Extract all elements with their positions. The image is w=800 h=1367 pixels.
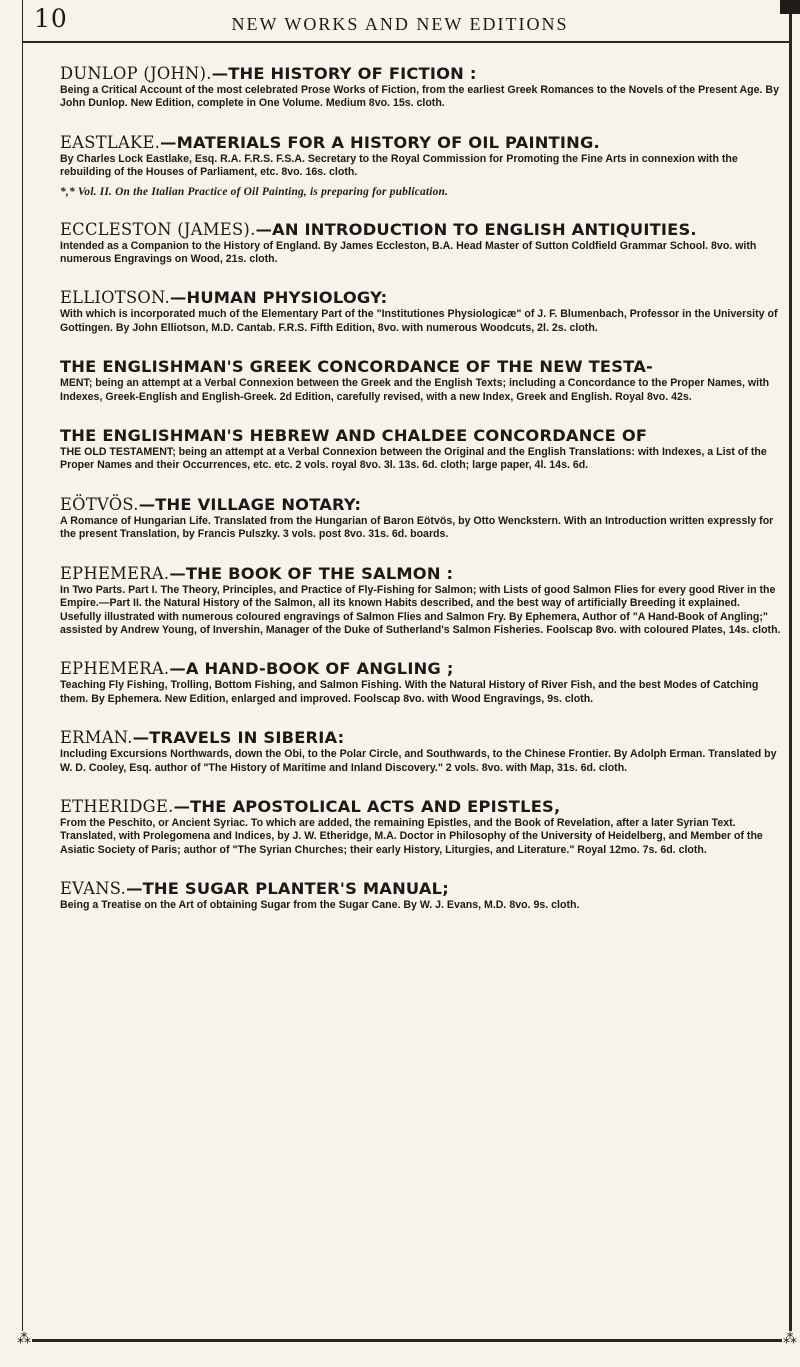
entry-title: —THE VILLAGE NOTARY: (138, 494, 362, 514)
entry-note: *,* Vol. II. On the Italian Practice of Oil Painting, is preparing for publication. (60, 185, 449, 198)
entry-description: Including Excursions Northwards, down the Obi, to the Polar Circle, and Southwards, to the Chinese Frontier. By Adolph Erman. Translated by W. D. Cooley, Esq. author of "The History of Maritime and Inland Discovery." 2 vols. 8vo. with Map, 31s. 6d. cloth. (60, 748, 777, 774)
entry-heading (60, 797, 782, 816)
catalogue-entry (60, 495, 782, 542)
entry-heading (60, 659, 782, 678)
catalogue-entry (60, 797, 782, 857)
running-head: NEW WORKS AND NEW EDITIONS (231, 14, 569, 34)
entry-description: THE OLD TESTAMENT; being an attempt at a Verbal Connexion between the Original and the English Translations: with Indexes, a List of the Proper Names and their Occurrences, etc. etc. 2 vols. royal 8vo. 3l. 13s. 6d. cloth; large paper, 4l. 14s. 6d. (60, 446, 767, 472)
catalogue-entry (60, 357, 782, 404)
catalogue-entry (60, 728, 782, 775)
entry-heading (60, 495, 782, 514)
entry-title: —THE BOOK OF THE SALMON : (169, 563, 454, 583)
entry-title: —THE HISTORY OF FICTION : (211, 64, 477, 83)
entry-author: EPHEMERA. (60, 563, 170, 583)
entry-title: —MATERIALS FOR A HISTORY OF OIL PAINTING. (160, 132, 600, 152)
entry-title: THE ENGLISHMAN'S GREEK CONCORDANCE OF THE NEW TESTA- (60, 357, 653, 377)
entry-description: Intended as a Companion to the History of England. By James Eccleston, B.A. Head Master of Sutton Coldfield Grammar School. 8vo. with numerous Engravings on Wood, 21s. cloth. (60, 239, 757, 266)
entry-author: ERMAN. (60, 728, 133, 748)
page-number: 10 (34, 4, 68, 33)
entry-author: ECCLESTON (JAMES). (60, 219, 256, 239)
entry-title: —THE SUGAR PLANTER'S MANUAL; (126, 879, 449, 899)
entry-description: MENT; being an attempt at a Verbal Connexion between the Greek and the English Texts; including a Concordance to the Proper Names, with Indexes, Greek-English and English-Greek. 2d Edition, carefully revised, with a new Index, Greek and English. Royal 8vo. 42s. (60, 377, 770, 403)
header-rule (22, 41, 792, 43)
entry-heading (60, 879, 782, 898)
entry-description: With which is incorporated much of the Elementary Part of the "Institutiones Physiologicæ" of J. F. Blumenbach, Professor in the University of Gottingen. By John Elliotson, M.D. Cantab. F.R.S. Fifth Edition, 8vo. with numerous Woodcuts, 2l. 2s. cloth. (60, 308, 778, 334)
entry-heading (60, 288, 782, 307)
catalogue-entry (60, 288, 782, 335)
entry-description: From the Peschito, or Ancient Syriac. To which are added, the remaining Epistles, and the Book of Revelation, after a later Syrian Text. Translated, with Prolegomena and Indices, by J. W. Etheridge, M.A. Doctor in Philosophy of the University of Heidelberg, and Member of the Asiatic Society of Paris; author of "The Syrian Churches; their early History, Liturgies, and Literature." Royal 12mo. 7s. 6d. cloth. (60, 816, 763, 856)
footer-ornament-left-icon: ⁂ (17, 1331, 31, 1347)
entry-title: —AN INTRODUCTION TO ENGLISH ANTIQUITIES. (255, 219, 697, 239)
entry-description: In Two Parts. Part I. The Theory, Principles, and Practice of Fly-Fishing for Salmon; with Lists of good Salmon Flies for every good River in the Empire.—Part II. the Natural History of the Salmon, all its known Habits described, and the best way of artificially Breeding it explained. Usefully illustrated with numerous coloured engravings of Salmon Flies and Salmon Fry. By Ephemera, Author of "A Hand-Book of Angling;" assisted by Andrew Young, of Invershin, Manager of the Duke of Sutherland's Salmon Fisheries. Foolscap 8vo. with coloured Plates, 14s. cloth. (60, 583, 781, 636)
entry-description: By Charles Lock Eastlake, Esq. R.A. F.R.S. F.S.A. Secretary to the Royal Commission for Promoting the Fine Arts in connexion with the rebuilding of the Houses of Parliament, etc. 8vo. 16s. cloth. (60, 152, 738, 179)
entry-description: Being a Treatise on the Art of obtaining Sugar from the Sugar Cane. By W. J. Evans, M.D. 8vo. 9s. cloth. (60, 899, 580, 912)
entry-title: —A HAND-BOOK OF ANGLING ; (169, 659, 454, 679)
entry-heading (60, 64, 782, 83)
catalogue-entry (60, 133, 782, 198)
entry-title: —THE APOSTOLICAL ACTS AND EPISTLES, (173, 796, 561, 816)
entry-heading (60, 357, 782, 376)
catalogue-entry (60, 220, 782, 267)
entry-author: EPHEMERA. (60, 659, 170, 679)
entry-title: —HUMAN PHYSIOLOGY: (170, 288, 388, 308)
entry-author: EASTLAKE. (60, 132, 161, 152)
entry-author: EÖTVÖS. (60, 494, 139, 514)
entry-title: —TRAVELS IN SIBERIA: (132, 728, 345, 748)
entry-heading (60, 426, 782, 445)
left-margin-rule (22, 0, 23, 1340)
entry-heading (60, 564, 782, 583)
catalogue-entry (60, 659, 782, 706)
entry-heading (60, 220, 782, 239)
entry-description: Teaching Fly Fishing, Trolling, Bottom Fishing, and Salmon Fishing. With the Natural History of River Fish, and the best Modes of Catching them. By Ephemera. New Edition, enlarged and improved. Foolscap 8vo. with Wood Engravings, 9s. cloth. (60, 679, 759, 705)
entry-heading (60, 133, 782, 152)
entry-title: THE ENGLISHMAN'S HEBREW AND CHALDEE CONCORDANCE OF (60, 426, 648, 446)
entry-description: A Romance of Hungarian Life. Translated from the Hungarian of Baron Eötvös, by Otto Wenckstern. With an Introduction written expressly for the present Translation, by Francis Pulszky. 3 vols. post 8vo. 31s. 6d. boards. (60, 514, 774, 541)
footer-ornament-right-icon: ⁂ (783, 1331, 797, 1347)
entry-description: Being a Critical Account of the most celebrated Prose Works of Fiction, from the earliest Greek Romances to the Novels of the Present Age. By John Dunlop. New Edition, complete in One Volume. Medium 8vo. 15s. cloth. (60, 84, 779, 110)
entry-author: ELLIOTSON. (60, 288, 171, 308)
entry-author: ETHERIDGE. (60, 796, 174, 816)
entry-author: DUNLOP (JOHN). (60, 64, 212, 83)
entry-heading (60, 728, 782, 747)
entry-author: EVANS. (60, 879, 127, 899)
right-margin-rule (789, 0, 792, 1340)
entry-list (60, 64, 782, 935)
footer-rule (22, 1339, 792, 1342)
catalogue-entry (60, 564, 782, 638)
catalogue-entry (60, 426, 782, 473)
page-header (0, 0, 800, 44)
catalogue-entry (60, 879, 782, 912)
catalogue-entry (60, 64, 782, 111)
